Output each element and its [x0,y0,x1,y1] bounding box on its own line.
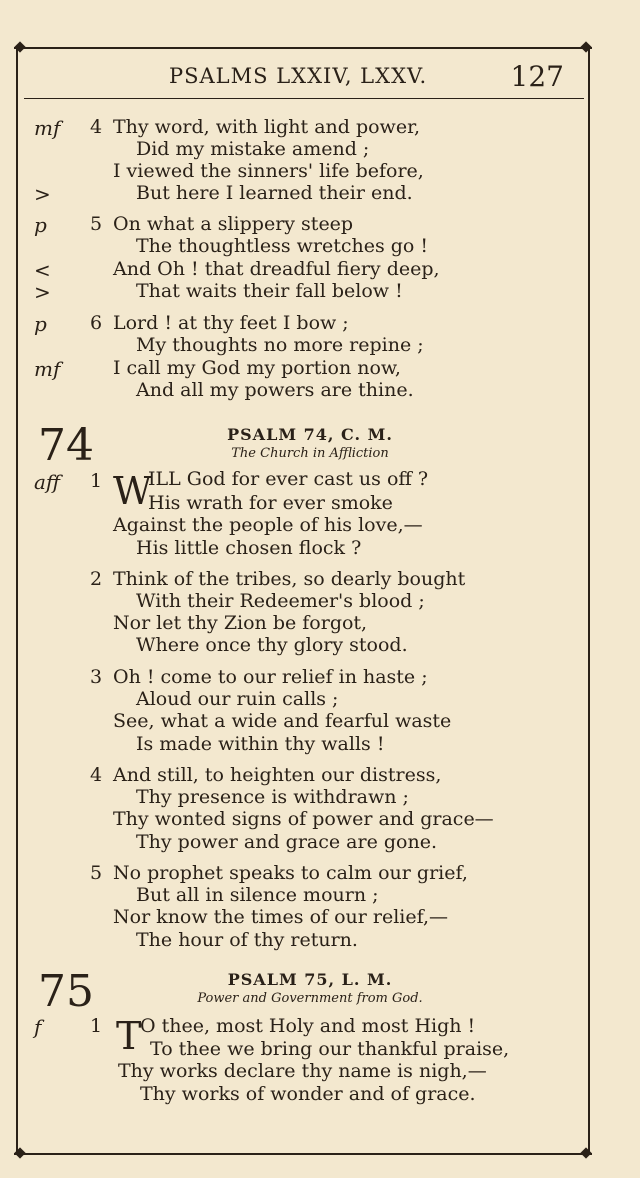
bottom-border-rule [14,1153,592,1155]
psalm-number: 74 [38,420,94,471]
verse-line: Thy works of wonder and of grace. [140,1083,476,1105]
verse-line: I call my God my portion now, [113,357,401,379]
dynamic-mark: f [34,1015,42,1039]
dynamic-mark: mf [34,116,61,140]
verse-line: And all my powers are thine. [136,379,414,401]
dynamic-mark: aff [34,470,61,494]
verse-line: On what a slippery steep [113,213,354,235]
dynamic-mark: > [34,182,51,206]
dynamic-mark: > [34,280,51,304]
verse-line: Is made within thy walls ! [136,733,385,755]
stanza-number: 5 [90,213,103,235]
verse-line: To thee we bring our thankful praise, [150,1038,510,1060]
running-title: PSALMS LXXIV, LXXV. [169,64,428,88]
drop-cap: W [113,469,153,513]
dynamic-mark: p [34,312,47,336]
drop-cap: T [116,1014,142,1058]
verse-line: And Oh ! that dreadful fiery deep, [113,258,440,280]
stanza-number: 6 [90,312,103,334]
verse-line: Thy wonted signs of power and grace— [113,808,494,830]
verse-line: But here I learned their end. [136,182,413,204]
verse-line: Thy presence is withdrawn ; [136,786,409,808]
psalm-number: 75 [38,966,94,1017]
psalm-title: PSALM 74, C. M. [227,425,393,444]
verse-line: ILL God for ever cast us off ? [148,468,429,490]
verse-line: My thoughts no more repine ; [136,334,424,356]
verse-line: Oh ! come to our relief in haste ; [113,666,428,688]
verse-line: Against the people of his love,— [113,514,423,536]
running-header [24,60,584,94]
verse-line: That waits their fall below ! [136,280,403,302]
verse-line: Nor let thy Zion be forgot, [113,612,368,634]
verse-line: I viewed the sinners' life before, [113,160,424,182]
verse-line: Lord ! at thy feet I bow ; [113,312,349,334]
stanza-number: 1 [90,1015,103,1037]
verse-line: His wrath for ever smoke [148,492,393,514]
psalm-title: PSALM 75, L. M. [227,970,393,989]
verse-line: No prophet speaks to calm our grief, [113,862,468,884]
dynamic-mark: mf [34,357,61,381]
verse-line: The thoughtless wretches go ! [136,235,429,257]
left-border-rule [16,48,18,1153]
verse-line: Thy power and grace are gone. [136,831,437,853]
verse-line: His little chosen flock ? [136,537,362,559]
verse-line: Where once thy glory stood. [136,634,408,656]
top-border-rule [14,47,592,49]
psalm-subtitle: Power and Government from God. [197,991,423,1006]
verse-line: Did my mistake amend ; [136,138,370,160]
verse-line: The hour of thy return. [136,929,358,951]
dynamic-mark: p [34,213,47,237]
stanza-number: 4 [90,116,103,138]
page-number: 127 [510,60,564,93]
stanza-number: 5 [90,862,103,884]
dynamic-mark: < [34,258,51,282]
header-rule [24,98,584,99]
verse-line: But all in silence mourn ; [136,884,379,906]
verse-line: Thy works declare thy name is nigh,— [118,1060,487,1082]
verse-line: O thee, most Holy and most High ! [140,1015,476,1037]
right-border-rule [588,48,590,1153]
verse-line: See, what a wide and fearful waste [113,710,452,732]
stanza-number: 1 [90,470,103,492]
verse-line: Think of the tribes, so dearly bought [113,568,466,590]
verse-line: Nor know the times of our relief,— [113,906,449,928]
psalm-subtitle: The Church in Affliction [231,446,389,461]
verse-line: Thy word, with light and power, [113,116,421,138]
stanza-number: 4 [90,764,103,786]
verse-line: Aloud our ruin calls ; [136,688,339,710]
stanza-number: 2 [90,568,103,590]
verse-line: With their Redeemer's blood ; [136,590,425,612]
stanza-number: 3 [90,666,103,688]
verse-line: And still, to heighten our distress, [113,764,442,786]
